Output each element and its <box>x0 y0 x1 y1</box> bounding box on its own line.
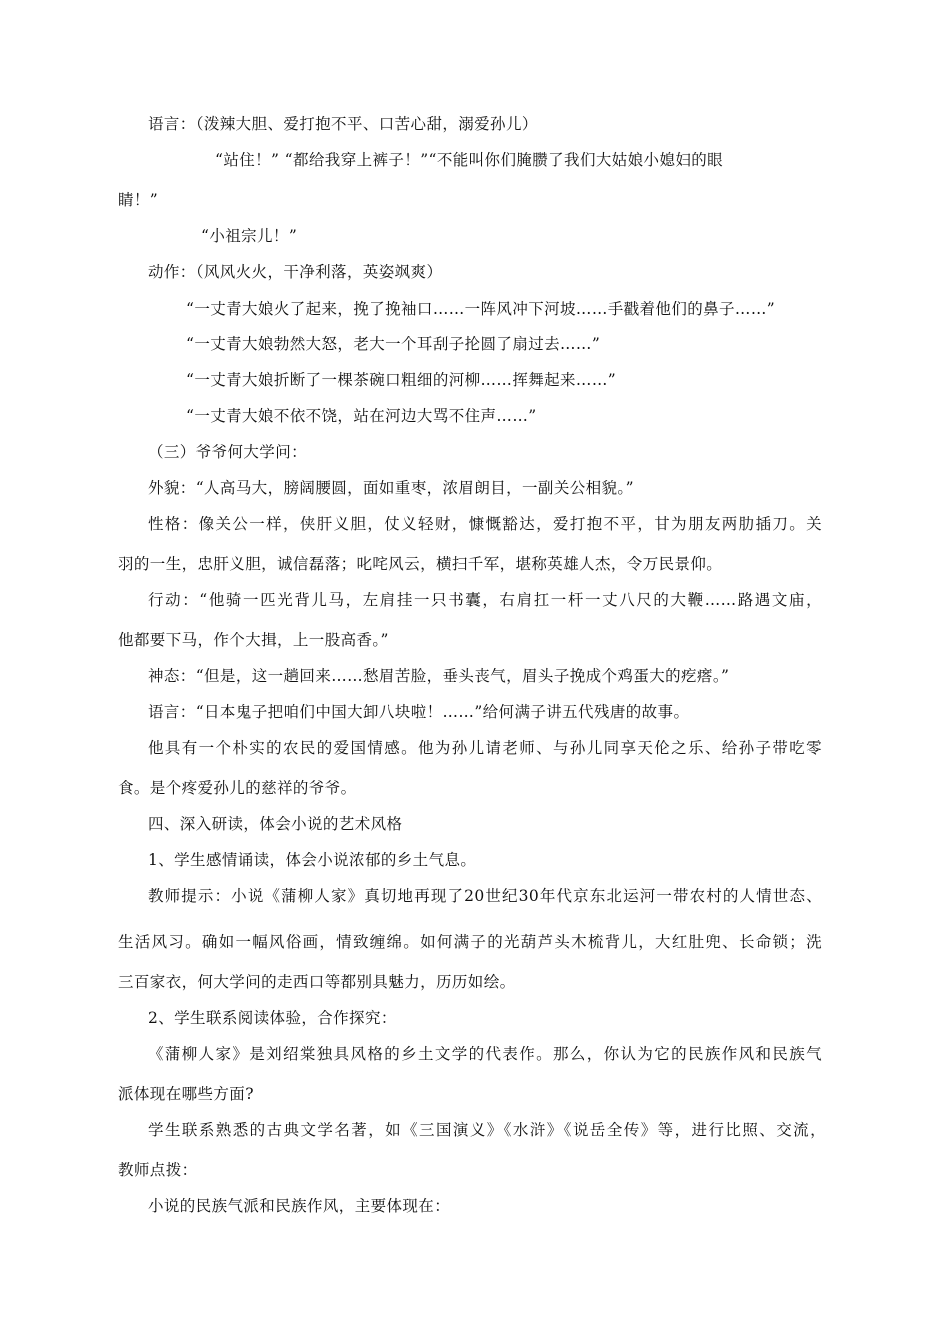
text-line: 教师点拨： <box>118 1161 198 1179</box>
text-line: 外貌：“人高马大，膀阔腰圆，面如重枣，浓眉朗目，一副关公相貌。” <box>148 479 634 497</box>
text-line: 学生联系熟悉的古典文学名著，如《三国演义》《水浒》《说岳全传》等，进行比照、交流， <box>148 1121 826 1139</box>
text-line: “一丈青大娘折断了一棵茶碗口粗细的河柳……挥舞起来……” <box>186 371 617 389</box>
text-line: 教师提示：小说《蒲柳人家》真切地再现了20世纪30年代京东北运河一带农村的人情世态、 <box>148 887 822 905</box>
text-line: 他具有一个朴实的农民的爱国情感。他为孙儿请老师、与孙儿同享天伦之乐、给孙子带吃零 <box>148 739 822 757</box>
text-line: 2、学生联系阅读体验，合作探究： <box>148 1009 397 1027</box>
text-line: 睛！” <box>118 191 159 209</box>
text-line: 羽的一生，忠肝义胆，诚信磊落；叱咤风云，横扫千军，堪称英雄人杰，令万民景仰。 <box>118 555 723 573</box>
text-line: 语言：“日本鬼子把咱们中国大卸八块啦！……”给何满子讲五代残唐的故事。 <box>148 703 690 721</box>
text-line: “一丈青大娘不依不饶，站在河边大骂不住声……” <box>186 407 537 425</box>
text-line: 动作：（风风火火，干净利落，英姿飒爽） <box>148 263 443 281</box>
text-line: 行动：“他骑一匹光背儿马，左肩挂一只书囊，右肩扛一杆一丈八尺的大鞭……路遇文庙， <box>148 591 822 609</box>
section-heading: 四、深入研读，体会小说的艺术风格 <box>148 815 403 833</box>
text-line: 三百家衣，何大学问的走西口等都别具魅力，历历如绘。 <box>118 973 516 991</box>
text-line: “一丈青大娘勃然大怒，老大一个耳刮子抡圆了扇过去……” <box>186 335 601 353</box>
text-line: 《蒲柳人家》是刘绍棠独具风格的乡土文学的代表作。那么，你认为它的民族作风和民族气 <box>148 1045 822 1063</box>
text-line: 食。是个疼爱孙儿的慈祥的爷爷。 <box>118 779 357 797</box>
text-line: 语言：（泼辣大胆、爱打抱不平、口苦心甜，溺爱孙儿） <box>148 115 538 133</box>
section-heading: （三）爷爷何大学问： <box>148 443 308 461</box>
text-line: 他都要下马，作个大揖，上一股高香。” <box>118 631 389 649</box>
text-line: 性格：像关公一样，侠肝义胆，仗义轻财，慷慨豁达，爱打抱不平，甘为朋友两肋插刀。关 <box>148 515 822 533</box>
text-line: 神态：“但是，这一趟回来……愁眉苦脸，垂头丧气，眉头子挽成个鸡蛋大的疙瘩。” <box>148 667 730 685</box>
text-line: 小说的民族气派和民族作风，主要体现在： <box>148 1197 451 1215</box>
text-line: 生活风习。确如一幅风俗画，情致缠绵。如何满子的光葫芦头木梳背儿，大红肚兜、长命锁；洗 <box>118 933 822 951</box>
text-line: “小祖宗儿！” <box>201 227 298 245</box>
text-line: 1、学生感情诵读，体会小说浓郁的乡土气息。 <box>148 851 477 869</box>
text-line: 派体现在哪些方面? <box>118 1085 254 1103</box>
text-line: “一丈青大娘火了起来，挽了挽袖口……一阵风冲下河坡……手戳着他们的鼻子……” <box>186 300 776 318</box>
text-line: “站住！” “都给我穿上裤子！”“不能叫你们腌臜了我们大姑娘小媳妇的眼 <box>215 151 724 169</box>
